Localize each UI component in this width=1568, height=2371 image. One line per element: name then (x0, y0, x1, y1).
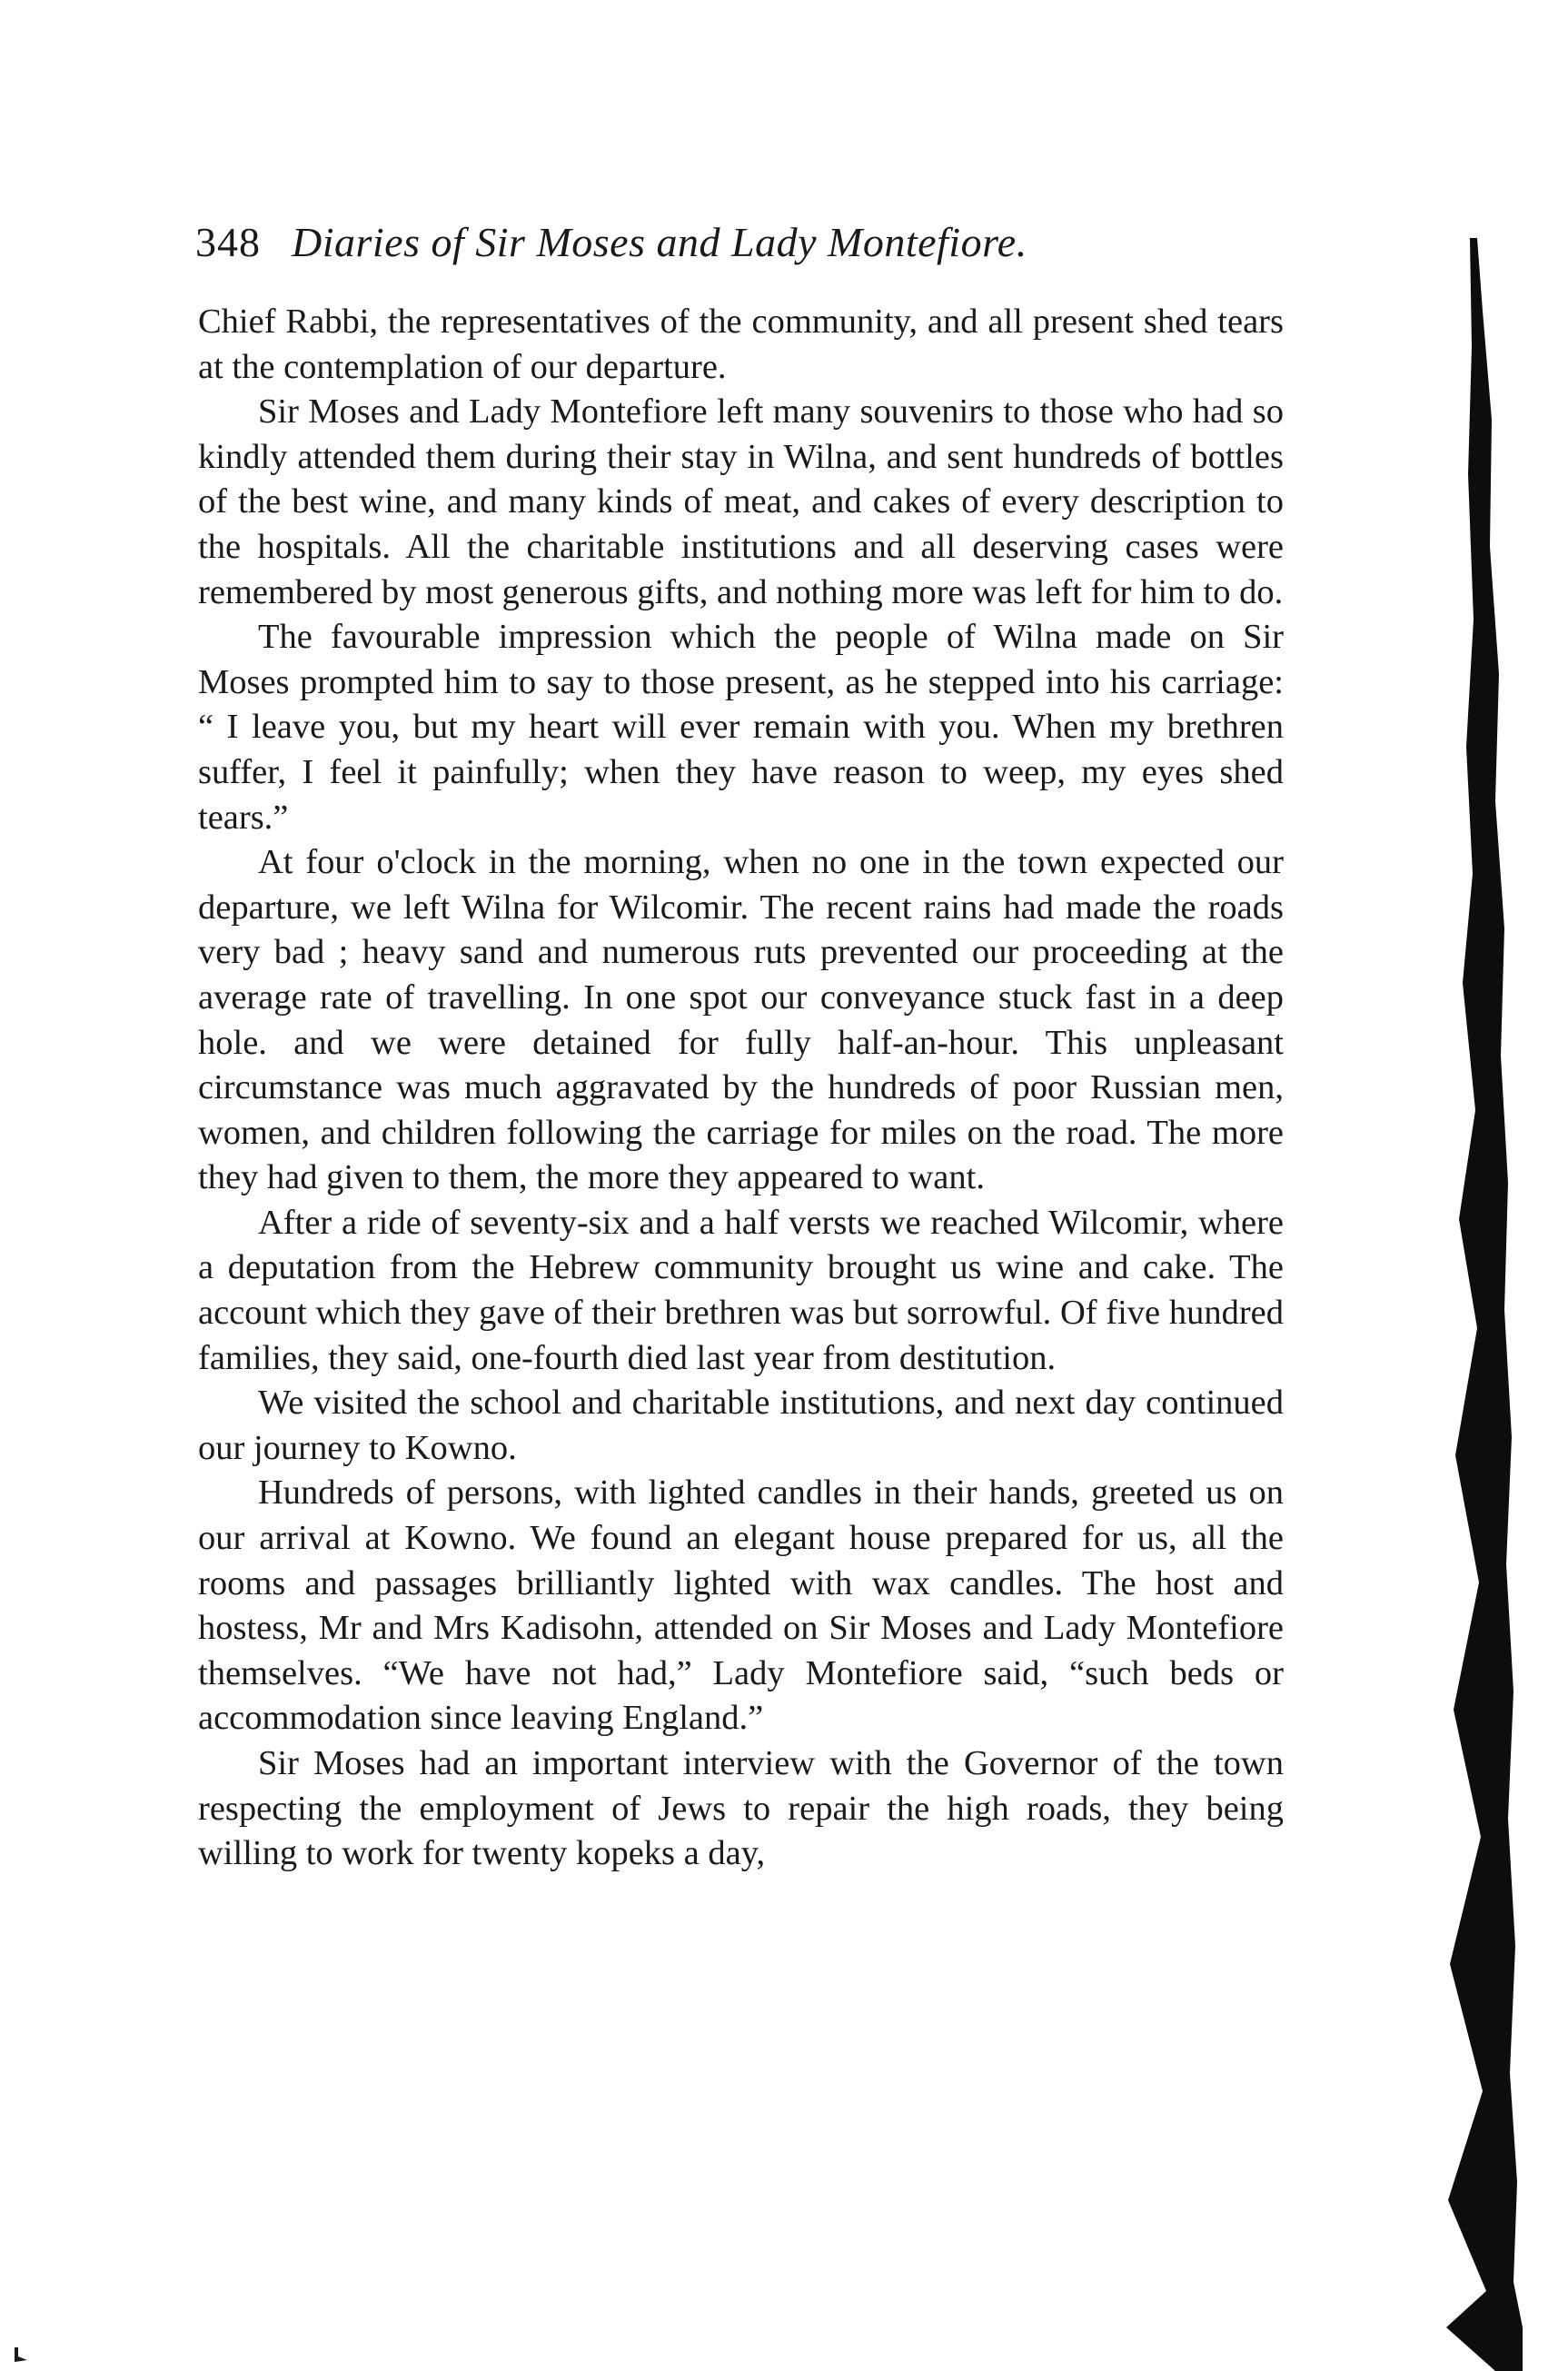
corner-mark (13, 2346, 31, 2364)
paragraph-journey-wilcomir: At four o'clock in the morning, when no one in the town expected our departure, we left Wilna for Wilcomir. The recent rains had made the roads very bad ; heavy sand and numerous ruts prevented our proceeding at the average rate of travelling. In one spot our conveyance stuck fast in a deep hole. and we were detained for fully half-an-hour. This unpleasant circumstance was much aggravated by the hundreds of poor Russian men, women, and children following the carriage for miles on the road. The more they had given to them, the more they appeared to want. (198, 843, 1284, 1197)
paragraph-souvenirs: Sir Moses and Lady Montefiore left many souvenirs to those who had so kindly attended them during their stay in Wilna, and sent hundreds of bottles of the best wine, and many kinds of meat, and cakes of every description to the hospitals. All the charitable institutions and all deserving cases were remembered by most generous gifts, and nothing more was left for him to do. (198, 392, 1284, 611)
paragraph-arrival-kowno: Hundreds of persons, with lighted candles in their hands, greeted us on our arrival at Kowno. We found an elegant house prepared for us, all the rooms and passages brilliantly lighted with wax candles. The host and hostess, Mr and Mrs Kadisohn, attended on Sir Moses and Lady Montefiore themselves. “We have not had,” Lady Montefiore said, “such beds or accommodation since leaving England.” (198, 1473, 1284, 1738)
paragraph-arrival-wilcomir: After a ride of seventy-six and a half versts we reached Wilcomir, where a deputation from the Hebrew community brought us wine and cake. The account which they gave of their brethren was but sorrowful. Of five hundred families, they said, one-fourth died last year from destitution. (198, 1203, 1284, 1377)
paragraph-farewell-speech: The favourable impression which the people of Wilna made on Sir Moses prompted him to say to those present, as he stepped into his carriage: “ I leave you, but my heart will ever remain with you. When my brethren suffer, I feel it painfully; when they have reason to weep, my eyes shed tears.” (198, 618, 1284, 837)
paragraph-school-visit: We visited the school and charitable institutions, and next day continued our journey to Kowno. (198, 1384, 1284, 1467)
text-body (198, 300, 1284, 1877)
running-title: Diaries of Sir Moses and Lady Montefiore. (292, 219, 1027, 265)
page-header (195, 211, 1285, 274)
paragraph-continuation: Chief Rabbi, the representatives of the community, and all present shed tears at the contemplation of our departure. (198, 303, 1284, 386)
page-edge-shadow (1423, 238, 1523, 2371)
page-number: 348 (195, 219, 261, 265)
paragraph-governor-interview: Sir Moses had an important interview with the Governor of the town respecting the employment of Jews to repair the high roads, they being willing to work for twenty kopeks a day, (198, 1744, 1284, 1873)
